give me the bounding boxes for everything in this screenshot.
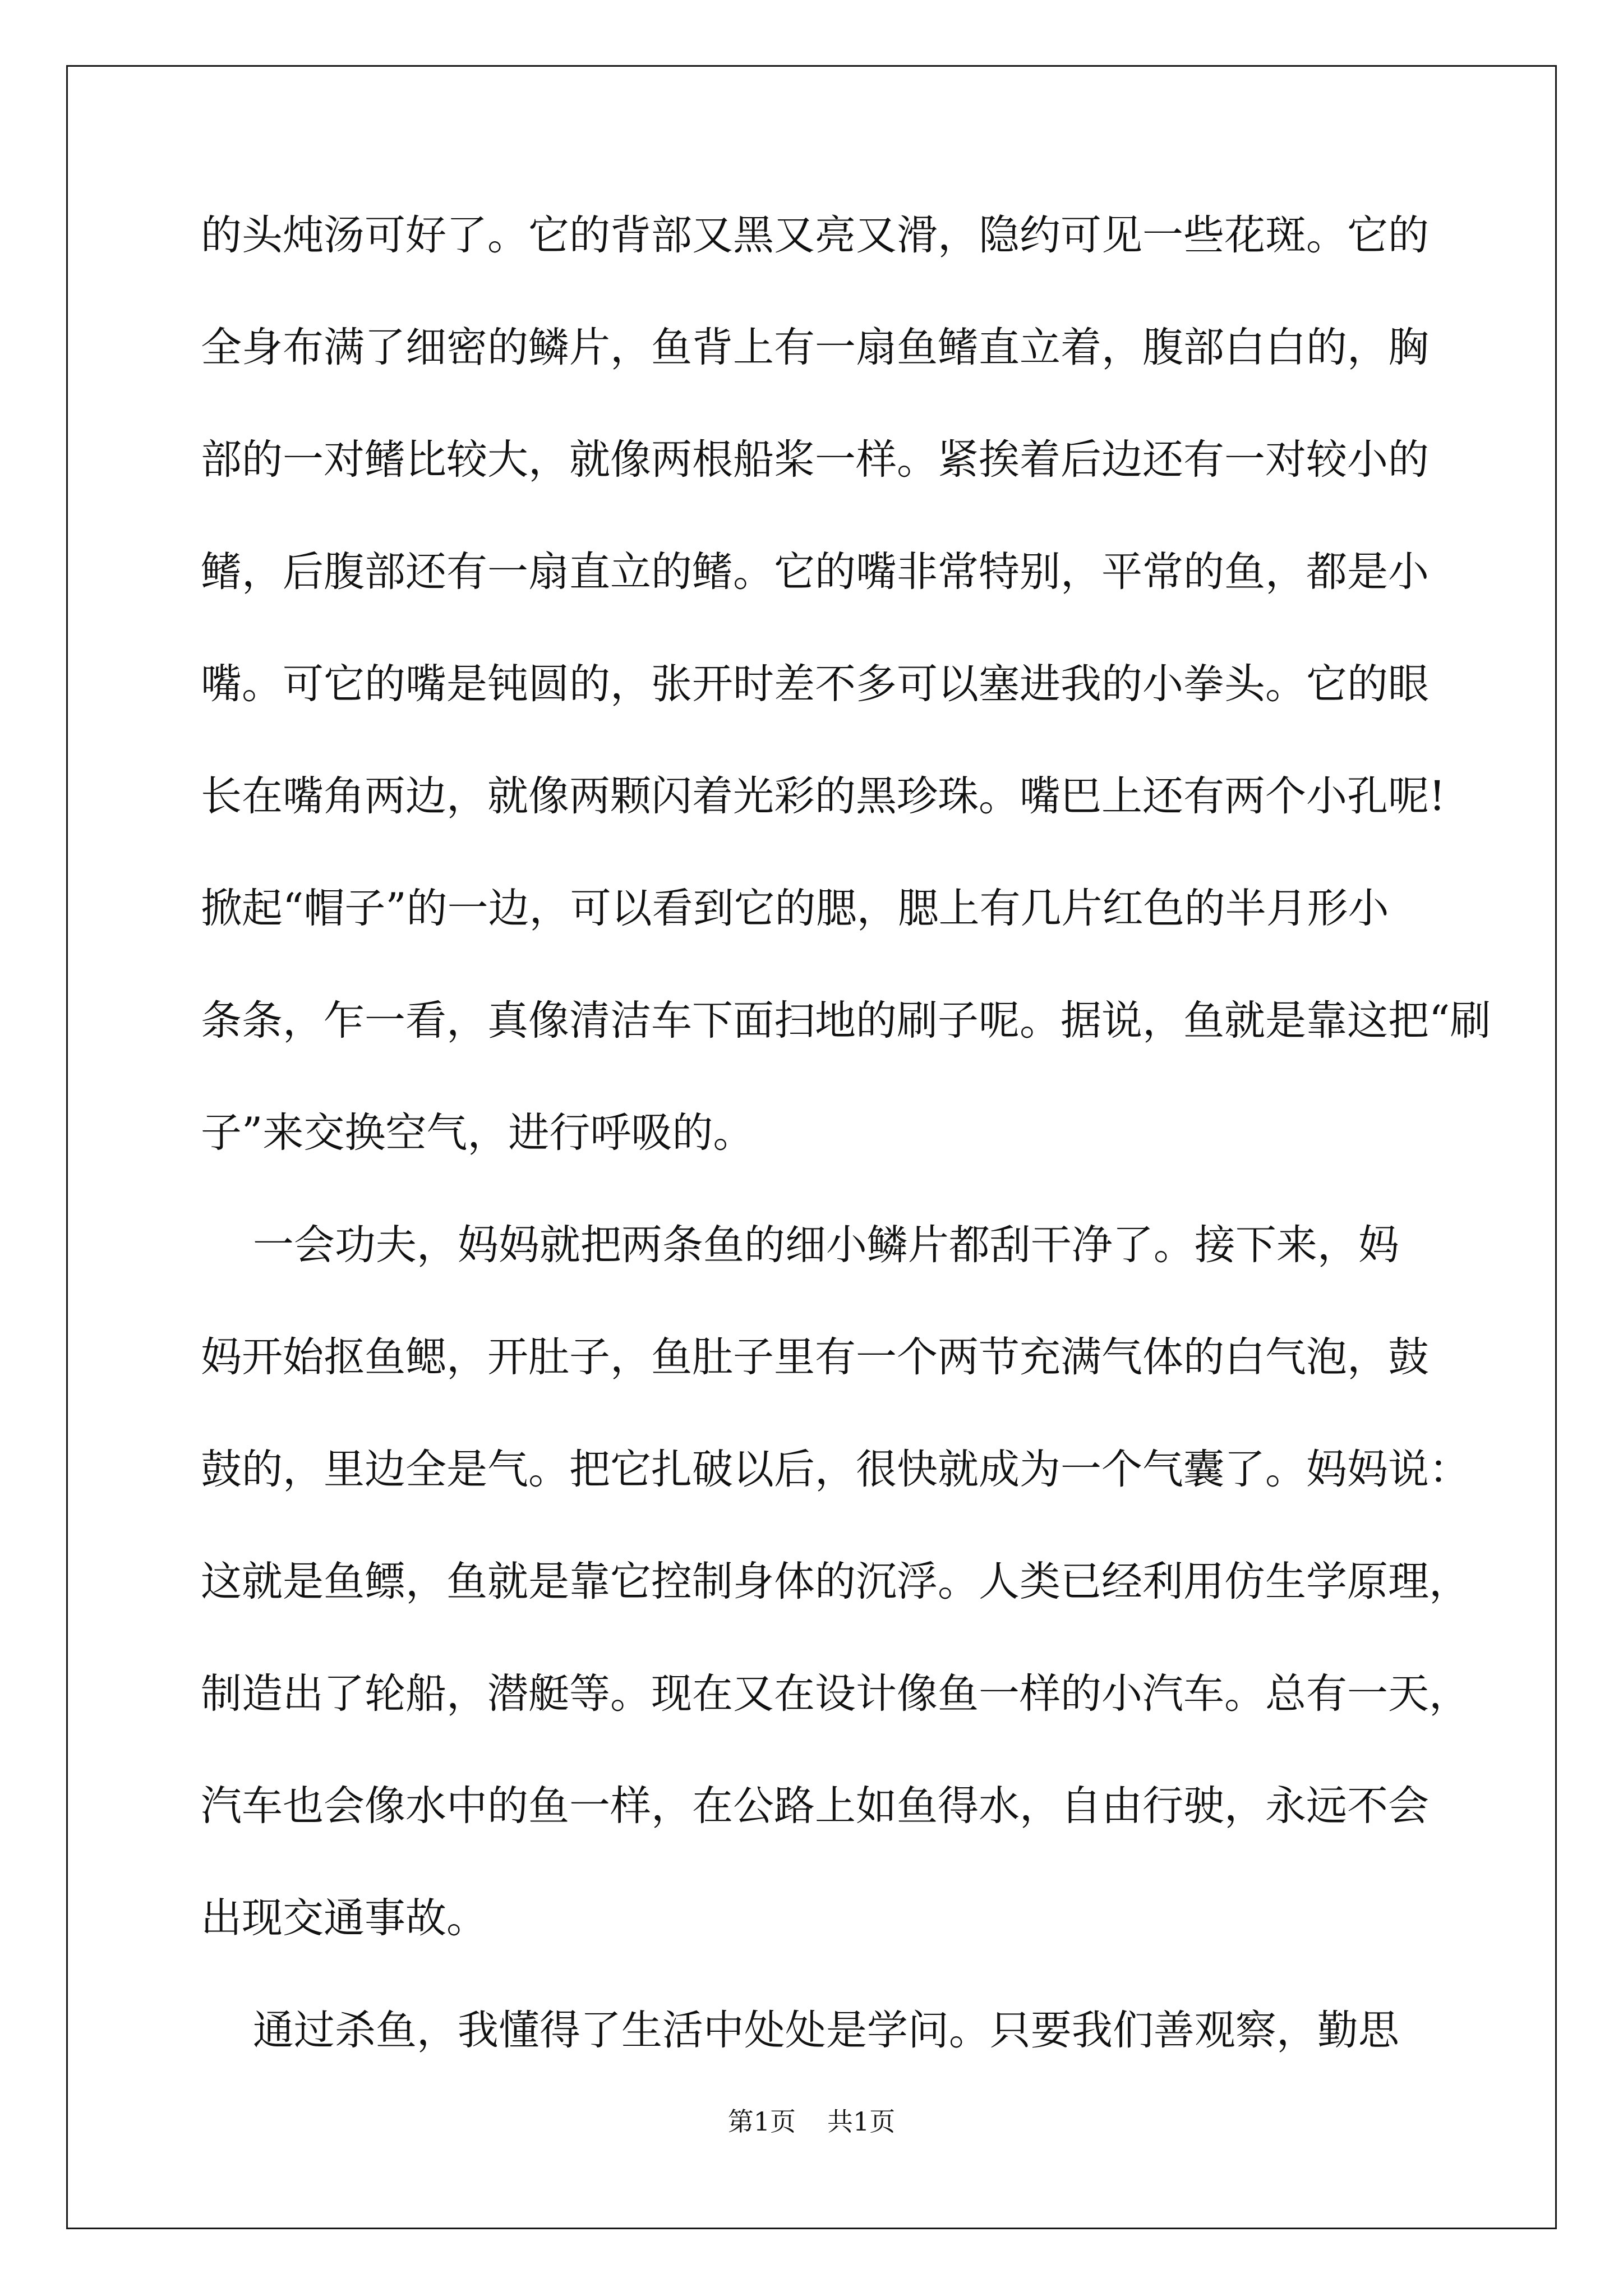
text-line: 全身布满了细密的鳞片，鱼背上有一扇鱼鳍直立着，腹部白白的，胸 — [201, 324, 1429, 371]
text-line: 嘴。可它的嘴是钝圆的，张开时差不多可以塞进我的小拳头。它的眼 — [201, 660, 1429, 708]
document-body — [201, 208, 1491, 2115]
text-line: 部的一对鳍比较大，就像两根船桨一样。紧挨着后边还有一对较小的 — [201, 436, 1429, 484]
text-line: 汽车也会像水中的鱼一样，在公路上如鱼得水，自由行驶，永远不会 — [201, 1782, 1429, 1830]
text-line: 通过杀鱼，我懂得了生活中处处是学问。只要我们善观察，勤思 — [201, 2007, 1399, 2054]
text-line: 鼓的，里边全是气。把它扎破以后，很快就成为一个气囊了。妈妈说： — [201, 1446, 1470, 1493]
page-footer — [0, 2105, 1623, 2138]
text-line: 出现交通事故。 — [201, 1894, 487, 1942]
text-line: 条条，乍一看，真像清洁车下面扫地的刷子呢。据说，鱼就是靠这把“刷 — [201, 997, 1491, 1045]
text-line: 一会功夫，妈妈就把两条鱼的细小鳞片都刮干净了。接下来，妈 — [201, 1221, 1399, 1269]
page-total: 共1页 — [827, 2106, 896, 2137]
text-line: 鳍，后腹部还有一扇直立的鳍。它的嘴非常特别，平常的鱼，都是小 — [201, 548, 1429, 596]
text-line: 制造出了轮船，潜艇等。现在又在设计像鱼一样的小汽车。总有一天， — [201, 1670, 1470, 1718]
page-number: 第1页 — [727, 2106, 796, 2137]
text-line: 妈开始抠鱼鳃，开肚子，鱼肚子里有一个两节充满气体的白气泡，鼓 — [201, 1333, 1429, 1381]
text-line: 子”来交换空气，进行呼吸的。 — [201, 1109, 754, 1157]
text-line: 这就是鱼鳔，鱼就是靠它控制身体的沉浮。人类已经利用仿生学原理， — [201, 1558, 1470, 1605]
text-line: 掀起“帽子”的一边，可以看到它的腮，腮上有几片红色的半月形小 — [201, 885, 1389, 932]
text-line: 的头炖汤可好了。它的背部又黑又亮又滑，隐约可见一些花斑。它的 — [201, 211, 1429, 259]
text-line: 长在嘴角两边，就像两颗闪着光彩的黑珍珠。嘴巴上还有两个小孔呢! — [201, 772, 1446, 820]
